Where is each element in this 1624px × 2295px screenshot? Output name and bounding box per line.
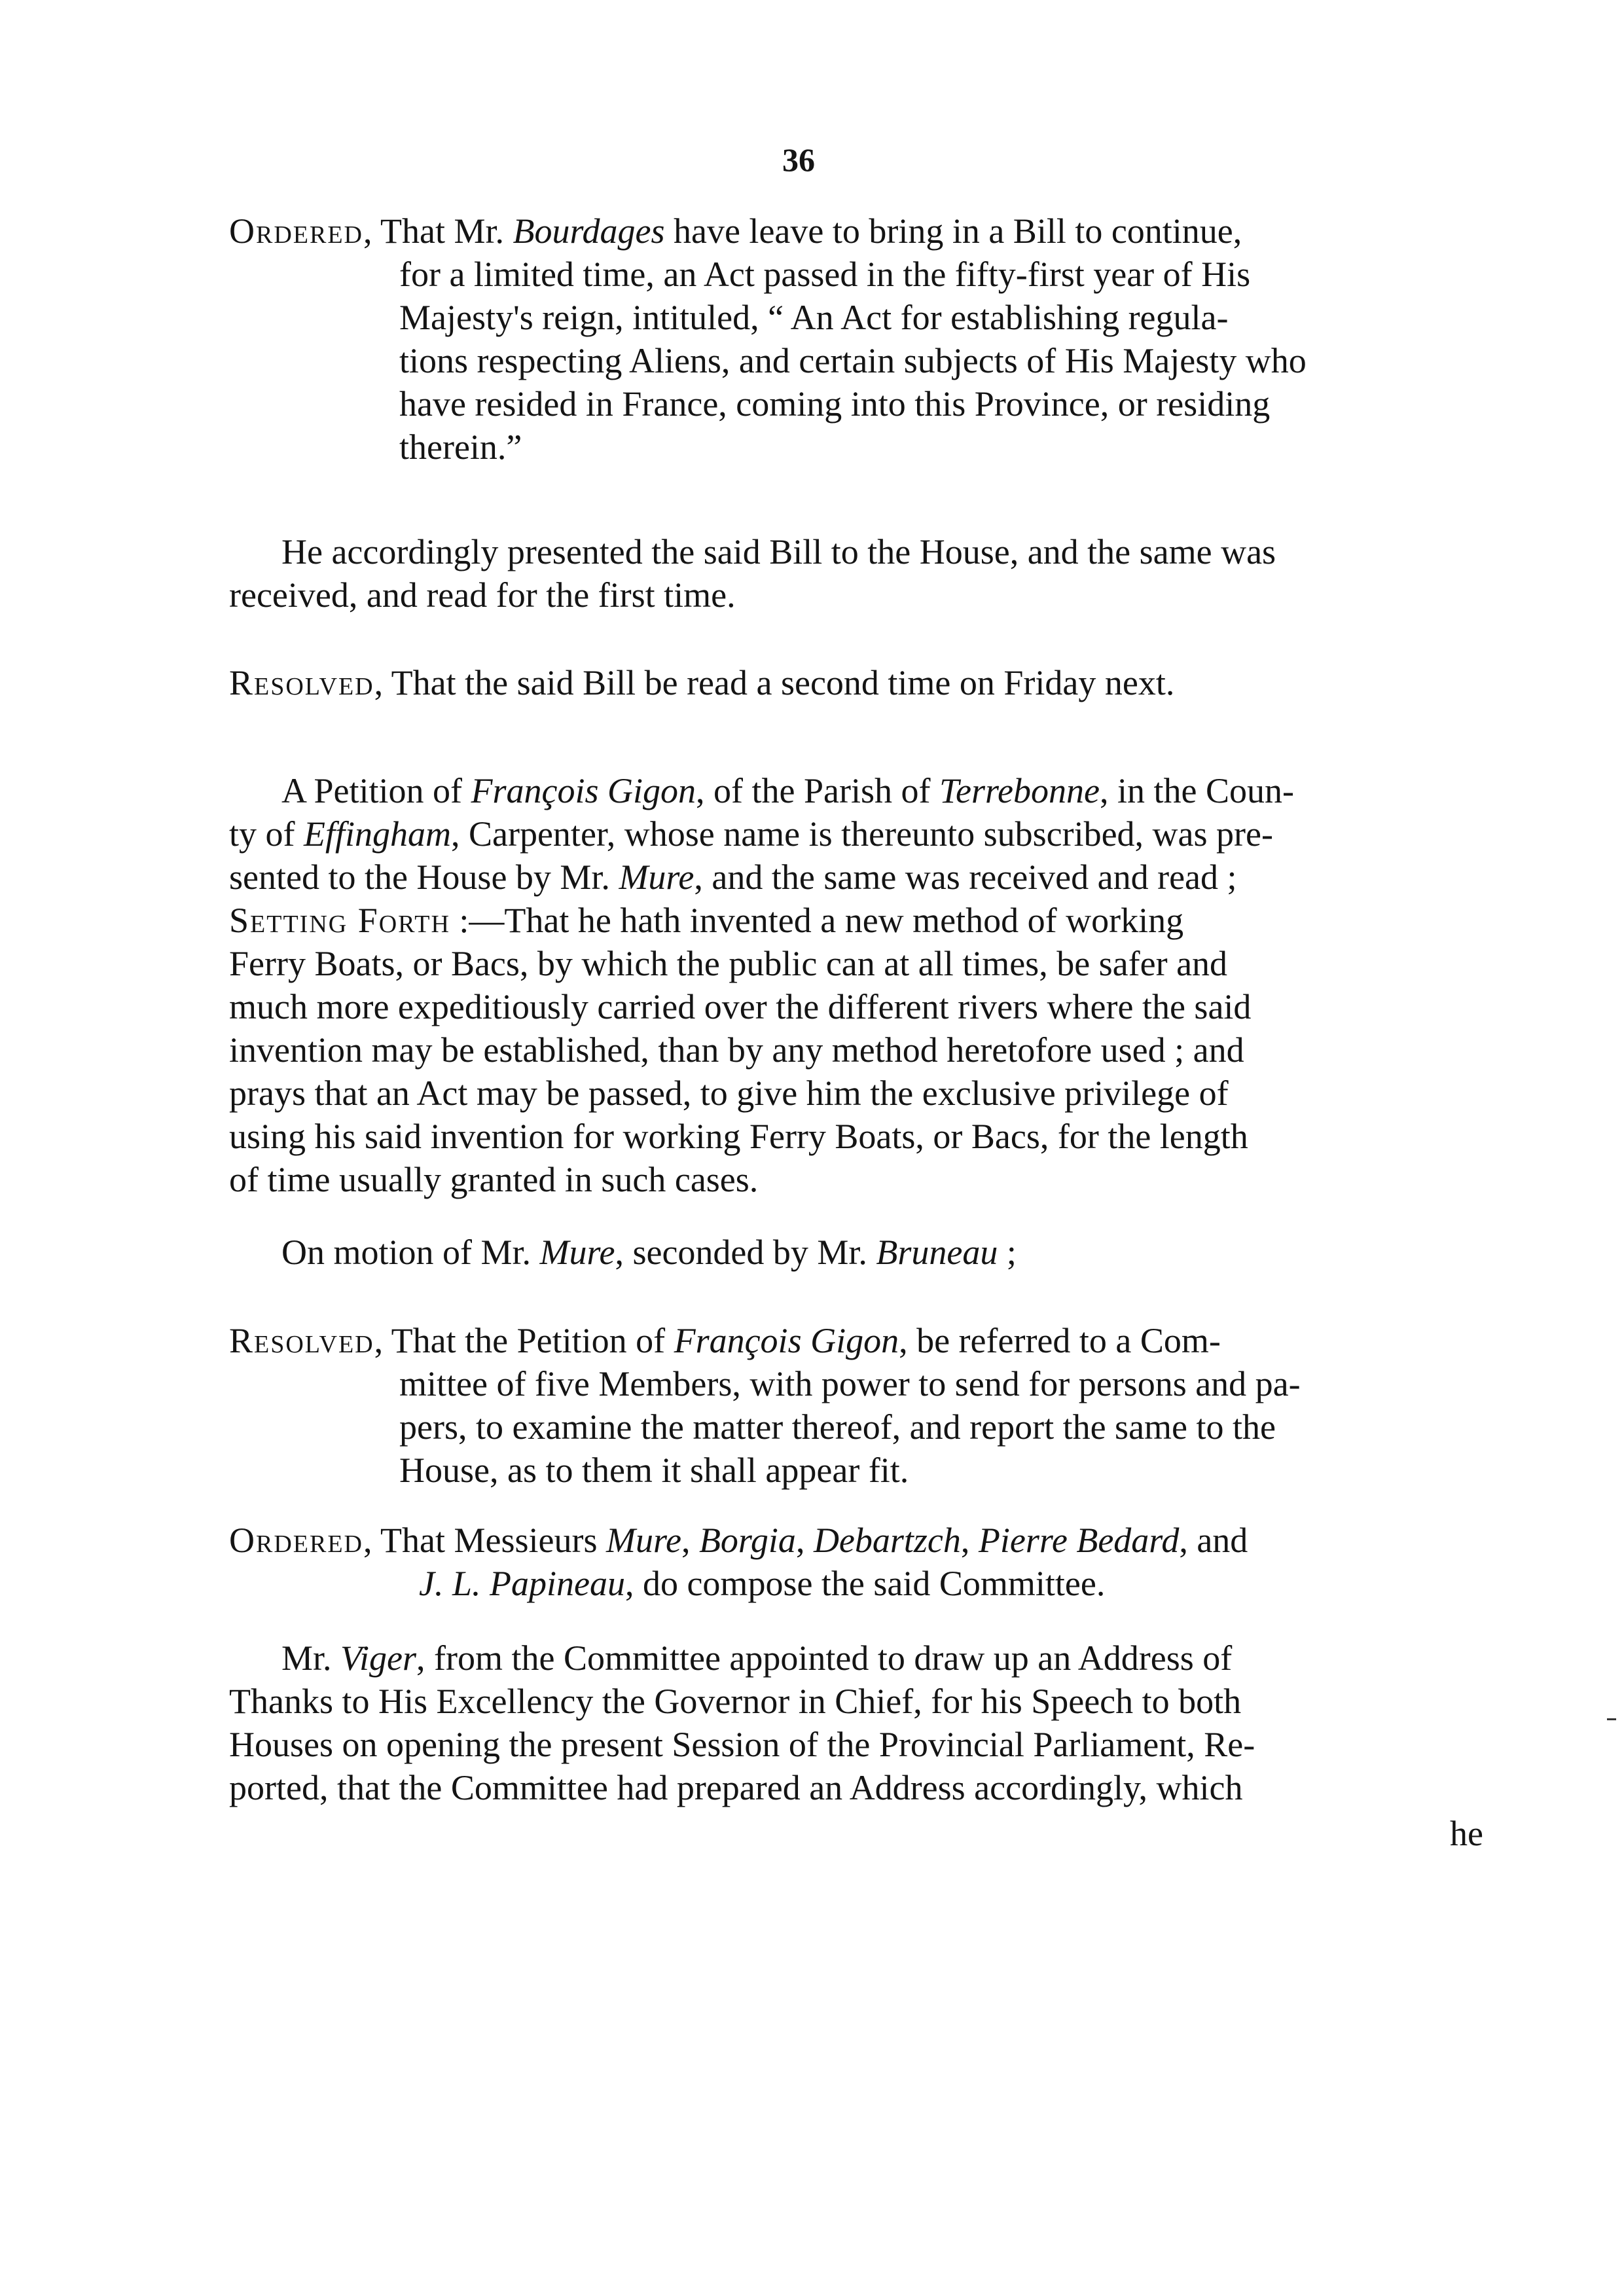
lead-word: Resolved [229,663,374,702]
text-run: On motion of Mr. [281,1233,540,1272]
text-line: received, and read for the first time. [229,575,736,615]
text-run: , [960,1521,979,1560]
ordered-committee-members [229,1519,1473,1605]
text-line [229,1636,1473,1680]
margin-mark [1607,1718,1616,1720]
text-line: of time usually granted in such cases. [229,1160,759,1199]
text-line: for a limited time, an Act passed in the fifty-first year of His [399,255,1251,294]
resolved-refer-committee [229,1319,1473,1492]
text-run: ty of [229,814,304,854]
text-line: He accordingly presented the said Bill to the House, and the same was [281,532,1276,571]
name-run: Debartzch [813,1521,961,1560]
name-run: Effingham [304,814,451,854]
text-line: Thanks to His Excellency the Governor in Chief, for his Speech to both [229,1682,1242,1721]
bill-presented [229,530,1473,617]
text-line [229,769,1473,812]
text-run: , Carpenter, whose name is thereunto subscribed, was pre- [451,814,1273,854]
text-line: prays that an Act may be passed, to give him the exclusive privilege of [229,1074,1229,1113]
text-line: Ferry Boats, or Bacs, by which the public can at all times, be safer and [229,944,1228,983]
name-run: Terrebonne [939,771,1100,810]
text-run: :—That he hath invented a new method of working [459,901,1184,940]
text-line: much more expeditiously carried over the different rivers where the said [229,987,1252,1026]
text-line: Houses on opening the present Session of the Provincial Parliament, Re- [229,1725,1255,1764]
text-line [229,812,1473,856]
petition-gigon [229,769,1473,1201]
text-run: , [795,1521,814,1560]
text-line: Ordered, That Mr. Bourdages have leave to bring in a Bill to continue, [229,211,1242,251]
text-run: sented to the House by Mr. [229,858,619,897]
text-run: That Mr. [380,211,513,251]
motion-mure-bruneau [229,1231,1473,1274]
text-line [229,1231,1473,1274]
text-line: tions respecting Aliens, and certain subjects of His Majesty who [399,341,1307,380]
resolved-second-reading [229,661,1473,704]
text-run: ; [998,1233,1017,1272]
text-run: Mr. [281,1638,341,1678]
name-run: Mure [539,1233,615,1272]
name-run: J. L. Papineau [419,1564,625,1603]
name-run: Bourdages [513,211,665,251]
text-run: , from the Committee appointed to draw up an Address of [416,1638,1233,1678]
text-line: Resolved, That the Petition of François Gigon, be referred to a Com- [229,1321,1221,1360]
ordered-bourdages-bill [229,209,1473,469]
text-line [229,899,1473,942]
text-line: invention may be established, than by any method heretofore used ; and [229,1030,1244,1070]
text-run: have leave to bring in a Bill to continue, [664,211,1242,251]
text-run: , and [1179,1521,1248,1560]
name-run: François Gigon [674,1321,899,1360]
text-run: , be referred to a Com- [899,1321,1221,1360]
name-run: Pierre Bedard [978,1521,1180,1560]
lead-word: Setting Forth [229,901,450,940]
text-run: That the said Bill be read a second time on Friday next. [391,663,1175,702]
text-line: have resided in France, coming into this Province, or residing [399,384,1271,424]
text-run: That Messieurs [380,1521,606,1560]
text-run: , [681,1521,699,1560]
text-line: ported, that the Committee had prepared an Address accordingly, which [229,1768,1243,1807]
page-number: 36 [782,141,815,178]
text-run: That the Petition of [391,1321,674,1360]
text-run: , and the same was received and read ; [694,858,1237,897]
text-line: Resolved, That the said Bill be read a second time on Friday next. [229,663,1175,702]
name-run: Borgia [698,1521,796,1560]
text-line: therein.” [399,427,522,467]
viger-address-report [229,1636,1473,1809]
text-line: House, as to them it shall appear fit. [399,1451,909,1490]
text-line [229,856,1473,899]
text-line: using his said invention for working Ferry Boats, or Bacs, for the length [229,1117,1248,1156]
name-run: Viger [340,1638,416,1678]
name-run: Mure [605,1521,681,1560]
name-run: Mure [619,858,695,897]
name-run: Bruneau [876,1233,998,1272]
name-run: François Gigon [471,771,696,810]
text-line: Ordered, That Messieurs Mure, Borgia, Debartzch, Pierre Bedard, and [229,1521,1248,1560]
lead-word: Ordered [229,211,363,251]
text-run: , in the Coun- [1099,771,1294,810]
text-line [229,1562,1473,1605]
lead-word: Resolved [229,1321,374,1360]
text-line: Majesty's reign, intituled, “ An Act for establishing regula- [399,298,1229,337]
text-run: A Petition of [281,771,471,810]
text-line: mittee of five Members, with power to send for persons and pa- [399,1364,1301,1403]
text-line: pers, to examine the matter thereof, and report the same to the [399,1407,1276,1447]
text-run: , of the Parish of [696,771,939,810]
lead-word: Ordered [229,1521,363,1560]
catchword: he [1450,1814,1483,1853]
text-run: , do compose the said Committee. [624,1564,1106,1603]
text-run: , seconded by Mr. [615,1233,876,1272]
